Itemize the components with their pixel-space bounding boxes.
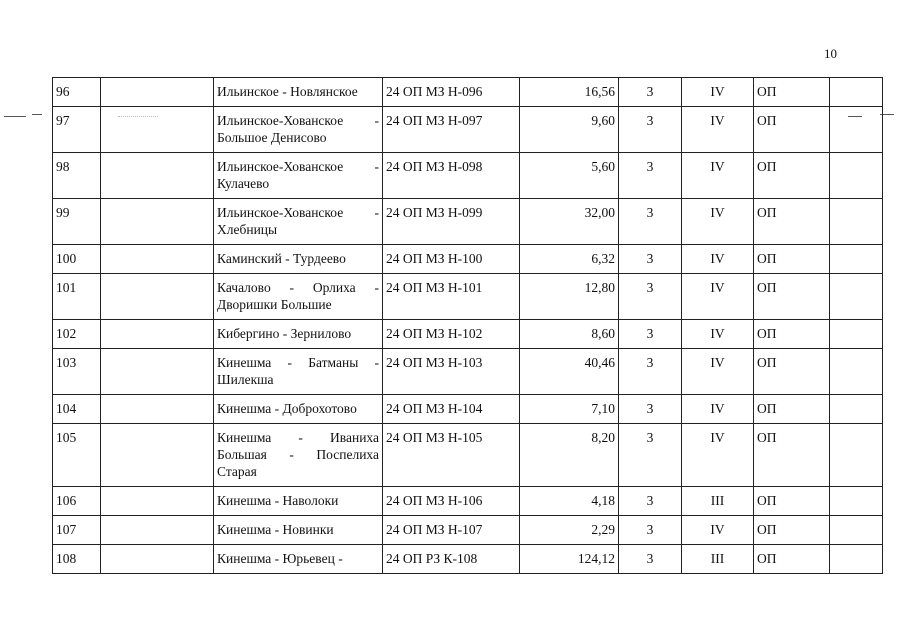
road-code: 24 ОП МЗ Н-096 — [383, 78, 520, 107]
road-class: IV — [682, 78, 754, 107]
road-name: Кибергино - Зернилово — [214, 320, 383, 349]
row-empty-cell — [830, 245, 883, 274]
road-name: Ильинское-Хованское - Кулачево — [214, 153, 383, 199]
margin-mark-left — [4, 116, 26, 117]
row-empty-cell — [101, 245, 214, 274]
row-number: 102 — [53, 320, 101, 349]
table-row — [53, 320, 883, 349]
row-empty-cell — [830, 424, 883, 487]
road-class: III — [682, 487, 754, 516]
road-name: Качалово - Орлиха - Дворишки Большие — [214, 274, 383, 320]
road-class: IV — [682, 274, 754, 320]
road-significance: ОП — [754, 274, 830, 320]
road-significance: ОП — [754, 78, 830, 107]
road-category: 3 — [619, 78, 682, 107]
table-row — [53, 516, 883, 545]
road-class: IV — [682, 245, 754, 274]
road-name: Кинешма - Новинки — [214, 516, 383, 545]
table-row — [53, 424, 883, 487]
road-significance: ОП — [754, 545, 830, 574]
row-empty-cell — [830, 153, 883, 199]
road-code: 24 ОП МЗ Н-105 — [383, 424, 520, 487]
row-number: 100 — [53, 245, 101, 274]
road-class: IV — [682, 153, 754, 199]
road-significance: ОП — [754, 199, 830, 245]
road-length: 124,12 — [520, 545, 619, 574]
road-category: 3 — [619, 245, 682, 274]
road-code: 24 ОП МЗ Н-097 — [383, 107, 520, 153]
road-significance: ОП — [754, 245, 830, 274]
row-empty-cell — [101, 199, 214, 245]
road-significance: ОП — [754, 424, 830, 487]
row-number: 103 — [53, 349, 101, 395]
road-significance: ОП — [754, 320, 830, 349]
road-category: 3 — [619, 349, 682, 395]
road-category: 3 — [619, 274, 682, 320]
road-length: 7,10 — [520, 395, 619, 424]
row-empty-cell — [830, 199, 883, 245]
row-empty-cell — [101, 78, 214, 107]
row-empty-cell — [830, 107, 883, 153]
road-name: Кинешма - Батманы - Шилекша — [214, 349, 383, 395]
row-number: 99 — [53, 199, 101, 245]
table-row — [53, 199, 883, 245]
road-length: 16,56 — [520, 78, 619, 107]
road-length: 6,32 — [520, 245, 619, 274]
row-number: 98 — [53, 153, 101, 199]
row-empty-cell — [830, 349, 883, 395]
row-empty-cell — [101, 516, 214, 545]
road-length: 2,29 — [520, 516, 619, 545]
table-row — [53, 78, 883, 107]
road-significance: ОП — [754, 107, 830, 153]
road-name: Ильинское - Новлянское — [214, 78, 383, 107]
road-category: 3 — [619, 153, 682, 199]
margin-mark-left-short — [32, 114, 42, 115]
road-category: 3 — [619, 424, 682, 487]
road-class: III — [682, 545, 754, 574]
row-empty-cell — [101, 545, 214, 574]
row-empty-cell — [101, 153, 214, 199]
row-empty-cell — [101, 107, 214, 153]
road-category: 3 — [619, 107, 682, 153]
road-class: IV — [682, 395, 754, 424]
road-name: Ильинское-Хованское - Большое Денисово — [214, 107, 383, 153]
row-empty-cell — [101, 274, 214, 320]
road-length: 8,20 — [520, 424, 619, 487]
road-length: 32,00 — [520, 199, 619, 245]
road-code: 24 ОП РЗ К-108 — [383, 545, 520, 574]
road-length: 5,60 — [520, 153, 619, 199]
road-name: Ильинское-Хованское - Хлебницы — [214, 199, 383, 245]
road-significance: ОП — [754, 349, 830, 395]
row-number: 105 — [53, 424, 101, 487]
road-code: 24 ОП МЗ Н-102 — [383, 320, 520, 349]
table-row — [53, 349, 883, 395]
road-significance: ОП — [754, 395, 830, 424]
row-empty-cell — [101, 320, 214, 349]
roads-table — [52, 77, 883, 574]
road-category: 3 — [619, 199, 682, 245]
road-code: 24 ОП МЗ Н-098 — [383, 153, 520, 199]
road-name: Кинешма - Иваниха Большая - Поспелиха Старая — [214, 424, 383, 487]
roads-table-body — [53, 78, 883, 574]
row-empty-cell — [830, 320, 883, 349]
road-length: 8,60 — [520, 320, 619, 349]
row-empty-cell — [101, 424, 214, 487]
road-category: 3 — [619, 395, 682, 424]
row-empty-cell — [101, 395, 214, 424]
road-significance: ОП — [754, 153, 830, 199]
row-empty-cell — [830, 274, 883, 320]
road-code: 24 ОП МЗ Н-107 — [383, 516, 520, 545]
row-empty-cell — [101, 487, 214, 516]
row-number: 101 — [53, 274, 101, 320]
road-significance: ОП — [754, 487, 830, 516]
row-empty-cell — [830, 487, 883, 516]
road-code: 24 ОП МЗ Н-099 — [383, 199, 520, 245]
road-category: 3 — [619, 545, 682, 574]
row-empty-cell — [830, 545, 883, 574]
page-number: 10 — [824, 46, 837, 61]
road-category: 3 — [619, 320, 682, 349]
road-code: 24 ОП МЗ Н-103 — [383, 349, 520, 395]
road-class: IV — [682, 516, 754, 545]
table-row — [53, 153, 883, 199]
road-name: Кинешма - Наволоки — [214, 487, 383, 516]
row-number: 106 — [53, 487, 101, 516]
table-row — [53, 545, 883, 574]
row-number: 104 — [53, 395, 101, 424]
road-class: IV — [682, 199, 754, 245]
row-empty-cell — [830, 395, 883, 424]
road-code: 24 ОП МЗ Н-101 — [383, 274, 520, 320]
road-category: 3 — [619, 516, 682, 545]
row-number: 108 — [53, 545, 101, 574]
road-name: Кинешма - Доброхотово — [214, 395, 383, 424]
road-category: 3 — [619, 487, 682, 516]
road-name: Каминский - Турдеево — [214, 245, 383, 274]
row-empty-cell — [101, 349, 214, 395]
table-row — [53, 395, 883, 424]
road-length: 4,18 — [520, 487, 619, 516]
road-length: 9,60 — [520, 107, 619, 153]
road-class: IV — [682, 349, 754, 395]
road-significance: ОП — [754, 516, 830, 545]
road-class: IV — [682, 320, 754, 349]
road-length: 40,46 — [520, 349, 619, 395]
road-code: 24 ОП МЗ Н-104 — [383, 395, 520, 424]
table-row — [53, 274, 883, 320]
row-empty-cell — [830, 516, 883, 545]
road-class: IV — [682, 424, 754, 487]
road-name: Кинешма - Юрьевец - — [214, 545, 383, 574]
row-number: 96 — [53, 78, 101, 107]
road-code: 24 ОП МЗ Н-106 — [383, 487, 520, 516]
road-class: IV — [682, 107, 754, 153]
road-code: 24 ОП МЗ Н-100 — [383, 245, 520, 274]
row-number: 97 — [53, 107, 101, 153]
table-row — [53, 245, 883, 274]
table-row — [53, 107, 883, 153]
table-row — [53, 487, 883, 516]
road-length: 12,80 — [520, 274, 619, 320]
row-number: 107 — [53, 516, 101, 545]
row-empty-cell — [830, 78, 883, 107]
